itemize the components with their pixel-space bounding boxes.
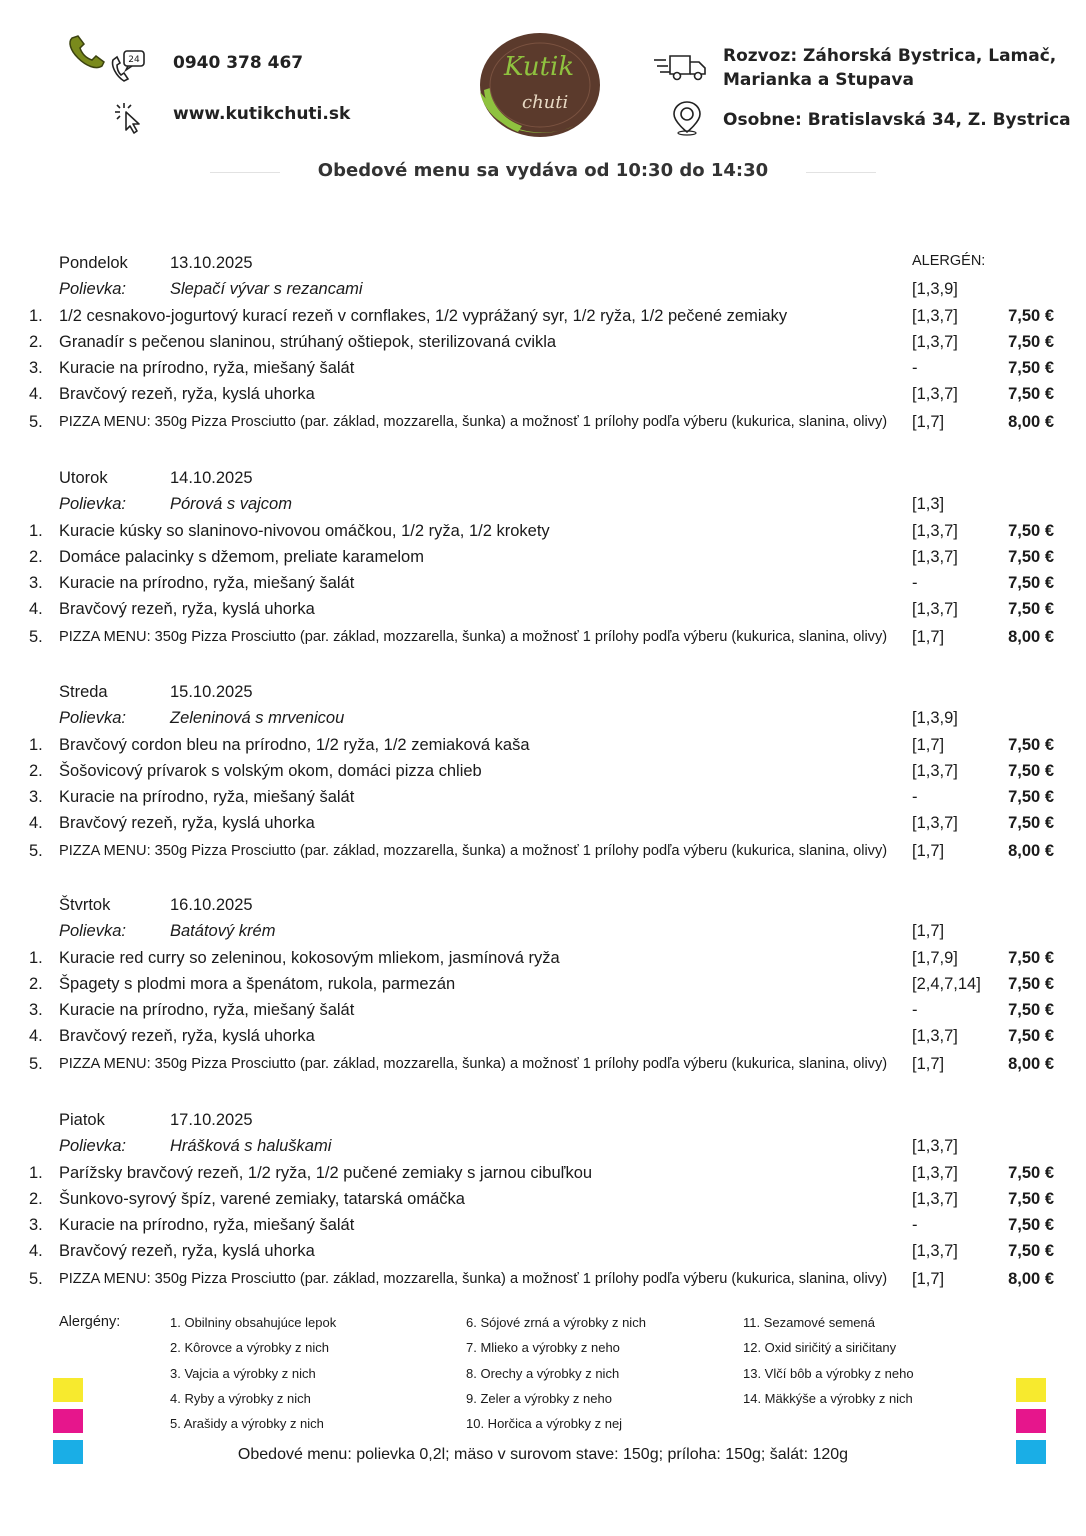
soup-name: Hrášková s haluškami [170, 1137, 332, 1155]
pizza-description: PIZZA MENU: 350g Pizza Prosciutto (par. základ, mozzarella, šunka) a možnosť 1 prílohy podľa výberu (kukurica, slanina, olivy) [59, 1271, 888, 1287]
meal-number: 4. [29, 385, 43, 404]
delivery-line-1: Rozvoz: Záhorská Bystrica, Lamač, [723, 46, 1057, 66]
meal-price: 7,50 € [1008, 1216, 1054, 1235]
meal-allergens: [1,3,7] [912, 1242, 958, 1261]
legend-item: 13. Vlčí bôb a výrobky z neho [743, 1365, 914, 1381]
pizza-price: 8,00 € [1008, 413, 1054, 431]
day-name: Pondelok [59, 254, 128, 272]
meal-price: 7,50 € [1008, 600, 1054, 619]
meal-price: 7,50 € [1008, 1001, 1054, 1020]
meal-number: 3. [29, 1216, 43, 1235]
day-name: Streda [59, 683, 108, 701]
meal-row [0, 544, 1086, 570]
day-name: Piatok [59, 1111, 105, 1129]
pizza-price: 8,00 € [1008, 1270, 1054, 1288]
meal-allergens: [1,7,9] [912, 948, 958, 967]
soup-name: Slepačí vývar s rezancami [170, 280, 363, 298]
logo-text-kutik: Kutik [504, 52, 575, 82]
meal-number: 4. [29, 600, 43, 619]
day-date: 15.10.2025 [170, 683, 253, 701]
meal-allergens: [1,3,7] [912, 306, 958, 325]
meal-allergens: [1,3,7] [912, 1163, 958, 1182]
meal-allergens: - [912, 1216, 918, 1235]
meal-number: 4. [29, 814, 43, 833]
soup-row [0, 918, 1086, 944]
meal-name: Kuracie na prírodno, ryža, miešaný šalát [59, 574, 355, 593]
legend-item: 6. Sójové zrná a výrobky z nich [466, 1315, 646, 1330]
allergen-column-header: ALERGÉN: [912, 253, 986, 269]
meal-name: Bravčový rezeň, ryža, kyslá uhorka [59, 600, 315, 619]
meal-price: 7,50 € [1008, 1189, 1054, 1208]
meal-name: 1/2 cesnakovo-jogurtový kurací rezeň v cornflakes, 1/2 vyprážaný syr, 1/2 ryža, 1/2 pečené zemiaky [59, 306, 788, 325]
pizza-row [0, 624, 1086, 650]
legend-item: 14. Mäkkýše a výrobky z nich [743, 1390, 913, 1406]
meal-price: 7,50 € [1008, 547, 1054, 566]
soup-label: Polievka: [59, 1137, 126, 1155]
location-pin-icon [672, 100, 702, 136]
meal-number: 3. [29, 359, 43, 378]
meal-row [0, 971, 1086, 997]
legend-item: 8. Orechy a výrobky z nich [466, 1365, 620, 1381]
meal-allergens: - [912, 788, 918, 807]
meal-row [0, 303, 1086, 329]
soup-name: Pórová s vajcom [170, 495, 292, 513]
meal-row [0, 997, 1086, 1023]
legend-item: 12. Oxid siričitý a siričitany [743, 1340, 897, 1356]
meal-row [0, 1212, 1086, 1238]
meal-name: Parížsky bravčový rezeň, 1/2 ryža, 1/2 pučené zemiaky s jarnou cibuľkou [59, 1163, 593, 1182]
meal-number: 2. [29, 547, 43, 566]
pizza-allergens: [1,7] [912, 842, 945, 860]
meal-price: 7,50 € [1008, 574, 1054, 593]
pizza-allergens: [1,7] [912, 1270, 945, 1288]
phone-icon [66, 34, 110, 74]
meal-number: 1. [29, 521, 43, 540]
meal-row [0, 1023, 1086, 1049]
day-date: 17.10.2025 [170, 1111, 253, 1129]
pizza-allergens: [1,7] [912, 413, 945, 431]
soup-row [0, 1133, 1086, 1159]
day-date: 16.10.2025 [170, 896, 253, 914]
meal-name: Kuracie kúsky so slaninovo-nivovou omáčkou, 1/2 ryža, 1/2 krokety [59, 521, 550, 540]
legend-item: 2. Kôrovce a výrobky z nich [170, 1340, 329, 1356]
meal-name: Bravčový rezeň, ryža, kyslá uhorka [59, 1242, 315, 1261]
meal-price: 7,50 € [1008, 1163, 1054, 1182]
meal-name: Šunkovo-syrový špíz, varené zemiaky, tatarská omáčka [59, 1189, 465, 1208]
pizza-number: 5. [29, 1055, 43, 1073]
restaurant-logo [478, 30, 602, 140]
meal-price: 7,50 € [1008, 1242, 1054, 1261]
allergen-legend-col-2 [466, 1310, 646, 1436]
meal-name: Kuracie na prírodno, ryža, miešaný šalát [59, 1001, 355, 1020]
pizza-allergens: [1,7] [912, 1055, 945, 1073]
print-swatch-yellow [1016, 1378, 1046, 1402]
meal-price: 7,50 € [1008, 332, 1054, 351]
soup-allergens: [1,3,9] [912, 709, 958, 727]
allergen-legend-col-1 [170, 1310, 336, 1436]
meal-allergens: [1,3,7] [912, 1027, 958, 1046]
meal-name: Kuracie na prírodno, ryža, miešaný šalát [59, 788, 355, 807]
meal-name: Špagety s plodmi mora a špenátom, rukola, parmezán [59, 974, 456, 993]
meal-number: 2. [29, 332, 43, 351]
meal-row [0, 1238, 1086, 1264]
meal-number: 4. [29, 1027, 43, 1046]
svg-text:24: 24 [128, 55, 140, 65]
soup-name: Zeleninová s mrvenicou [170, 709, 345, 727]
soup-allergens: [1,3,7] [912, 1137, 958, 1155]
meal-name: Bravčový rezeň, ryža, kyslá uhorka [59, 385, 315, 404]
meal-name: Bravčový rezeň, ryža, kyslá uhorka [59, 814, 315, 833]
legend-item: 1. Obilniny obsahujúce lepok [170, 1315, 337, 1330]
meal-price: 7,50 € [1008, 788, 1054, 807]
meal-allergens: [1,3,7] [912, 332, 958, 351]
meal-allergens: - [912, 359, 918, 378]
meal-number: 3. [29, 788, 43, 807]
pickup-address: Osobne: Bratislavská 34, Z. Bystrica [723, 110, 1071, 130]
meal-price: 7,50 € [1008, 521, 1054, 540]
pizza-row [0, 409, 1086, 435]
meal-allergens: - [912, 574, 918, 593]
meal-price: 7,50 € [1008, 306, 1054, 325]
meal-allergens: [1,3,7] [912, 521, 958, 540]
legend-item: 10. Horčica a výrobky z nej [466, 1416, 623, 1432]
pizza-row [0, 1051, 1086, 1077]
day-date: 13.10.2025 [170, 254, 253, 272]
meal-number: 3. [29, 1001, 43, 1020]
pizza-row [0, 1266, 1086, 1292]
meal-row [0, 1186, 1086, 1212]
legend-item: 11. Sezamové semená [743, 1315, 875, 1330]
meal-row [0, 945, 1086, 971]
meal-name: Bravčový rezeň, ryža, kyslá uhorka [59, 1027, 315, 1046]
day-header [0, 892, 1086, 918]
phone-order-icon [108, 48, 148, 86]
soup-label: Polievka: [59, 280, 126, 298]
meal-name: Granadír s pečenou slaninou, strúhaný oštiepok, sterilizovaná cvikla [59, 332, 557, 351]
soup-row [0, 491, 1086, 517]
meal-row [0, 381, 1086, 407]
meal-price: 7,50 € [1008, 1027, 1054, 1046]
legend-item: 5. Arašidy a výrobky z nich [170, 1416, 324, 1432]
pizza-description: PIZZA MENU: 350g Pizza Prosciutto (par. základ, mozzarella, šunka) a možnosť 1 prílohy podľa výberu (kukurica, slanina, olivy) [59, 414, 888, 430]
meal-number: 2. [29, 761, 43, 780]
meal-allergens: - [912, 1001, 918, 1020]
meal-name: Kuracie na prírodno, ryža, miešaný šalát [59, 359, 355, 378]
pizza-price: 8,00 € [1008, 842, 1054, 860]
phone-number[interactable]: 0940 378 467 [173, 53, 304, 73]
meal-allergens: [1,3,7] [912, 761, 958, 780]
cursor-click-icon [112, 100, 148, 136]
legend-item: 9. Zeler a výrobky z neho [466, 1390, 612, 1406]
soup-label: Polievka: [59, 922, 126, 940]
meal-number: 2. [29, 974, 43, 993]
meal-number: 1. [29, 948, 43, 967]
meal-price: 7,50 € [1008, 814, 1054, 833]
pizza-row [0, 838, 1086, 864]
meal-allergens: [1,3,7] [912, 1189, 958, 1208]
meal-allergens: [1,3,7] [912, 385, 958, 404]
print-swatch-magenta [1016, 1409, 1046, 1433]
pizza-price: 8,00 € [1008, 1055, 1054, 1073]
meal-price: 7,50 € [1008, 974, 1054, 993]
day-header [0, 465, 1086, 491]
meal-row [0, 596, 1086, 622]
portion-sizes-footer: Obedové menu: polievka 0,2l; mäso v surovom stave: 150g; príloha: 150g; šalát: 120g [237, 1446, 849, 1463]
meal-name: Bravčový cordon bleu na prírodno, 1/2 ryža, 1/2 zemiaková kaša [59, 735, 530, 754]
logo-text-chuti: chuti [522, 92, 569, 113]
pizza-number: 5. [29, 842, 43, 860]
meal-price: 7,50 € [1008, 385, 1054, 404]
meal-row [0, 732, 1086, 758]
meal-number: 1. [29, 306, 43, 325]
legend-item: 3. Vajcia a výrobky z nich [170, 1365, 316, 1381]
meal-row [0, 570, 1086, 596]
soup-row [0, 276, 1086, 302]
meal-number: 4. [29, 1242, 43, 1261]
day-header [0, 679, 1086, 705]
day-date: 14.10.2025 [170, 469, 253, 487]
print-swatch-yellow [53, 1378, 83, 1402]
pizza-description: PIZZA MENU: 350g Pizza Prosciutto (par. základ, mozzarella, šunka) a možnosť 1 prílohy podľa výberu (kukurica, slanina, olivy) [59, 1056, 888, 1072]
meal-row [0, 355, 1086, 381]
soup-row [0, 705, 1086, 731]
legend-item: 4. Ryby a výrobky z nich [170, 1390, 311, 1406]
day-header [0, 250, 1086, 276]
meal-row [0, 810, 1086, 836]
day-header [0, 1107, 1086, 1133]
soup-allergens: [1,3,9] [912, 280, 958, 298]
pizza-description: PIZZA MENU: 350g Pizza Prosciutto (par. základ, mozzarella, šunka) a možnosť 1 prílohy podľa výberu (kukurica, slanina, olivy) [59, 629, 888, 645]
allergen-legend-col-3 [743, 1310, 914, 1411]
meal-row [0, 329, 1086, 355]
website-link[interactable]: www.kutikchuti.sk [173, 104, 351, 124]
meal-allergens: [1,3,7] [912, 547, 958, 566]
legend-item: 7. Mlieko a výrobky z neho [466, 1340, 620, 1356]
pizza-number: 5. [29, 1270, 43, 1288]
serving-hours-notice: Obedové menu sa vydáva od 10:30 do 14:30 [317, 160, 769, 181]
soup-allergens: [1,7] [912, 922, 945, 940]
meal-price: 7,50 € [1008, 359, 1054, 378]
print-swatch-magenta [53, 1409, 83, 1433]
pizza-price: 8,00 € [1008, 628, 1054, 646]
meal-name: Šošovicový prívarok s volským okom, domáci pizza chlieb [59, 761, 482, 780]
allergen-legend-title: Alergény: [59, 1314, 121, 1330]
meal-row [0, 1160, 1086, 1186]
soup-label: Polievka: [59, 709, 126, 727]
meal-price: 7,50 € [1008, 735, 1054, 754]
pizza-number: 5. [29, 413, 43, 431]
meal-number: 3. [29, 574, 43, 593]
meal-row [0, 758, 1086, 784]
soup-label: Polievka: [59, 495, 126, 513]
day-name: Štvrtok [59, 896, 111, 914]
soup-allergens: [1,3] [912, 495, 945, 513]
pizza-number: 5. [29, 628, 43, 646]
meal-number: 1. [29, 1163, 43, 1182]
meal-allergens: [1,3,7] [912, 814, 958, 833]
delivery-line-2: Marianka a Stupava [723, 70, 914, 90]
meal-name: Kuracie red curry so zeleninou, kokosovým mliekom, jasmínová ryža [59, 948, 560, 967]
meal-number: 1. [29, 735, 43, 754]
meal-row [0, 784, 1086, 810]
meal-name: Domáce palacinky s džemom, preliate karamelom [59, 547, 424, 566]
meal-price: 7,50 € [1008, 948, 1054, 967]
pizza-allergens: [1,7] [912, 628, 945, 646]
meal-price: 7,50 € [1008, 761, 1054, 780]
soup-name: Batátový krém [170, 922, 276, 940]
meal-row [0, 518, 1086, 544]
meal-name: Kuracie na prírodno, ryža, miešaný šalát [59, 1216, 355, 1235]
meal-number: 2. [29, 1189, 43, 1208]
meal-allergens: [1,3,7] [912, 600, 958, 619]
meal-allergens: [2,4,7,14] [912, 974, 981, 993]
day-name: Utorok [59, 469, 108, 487]
meal-allergens: [1,7] [912, 735, 945, 754]
delivery-truck-icon [652, 52, 708, 82]
pizza-description: PIZZA MENU: 350g Pizza Prosciutto (par. základ, mozzarella, šunka) a možnosť 1 prílohy podľa výberu (kukurica, slanina, olivy) [59, 843, 888, 859]
